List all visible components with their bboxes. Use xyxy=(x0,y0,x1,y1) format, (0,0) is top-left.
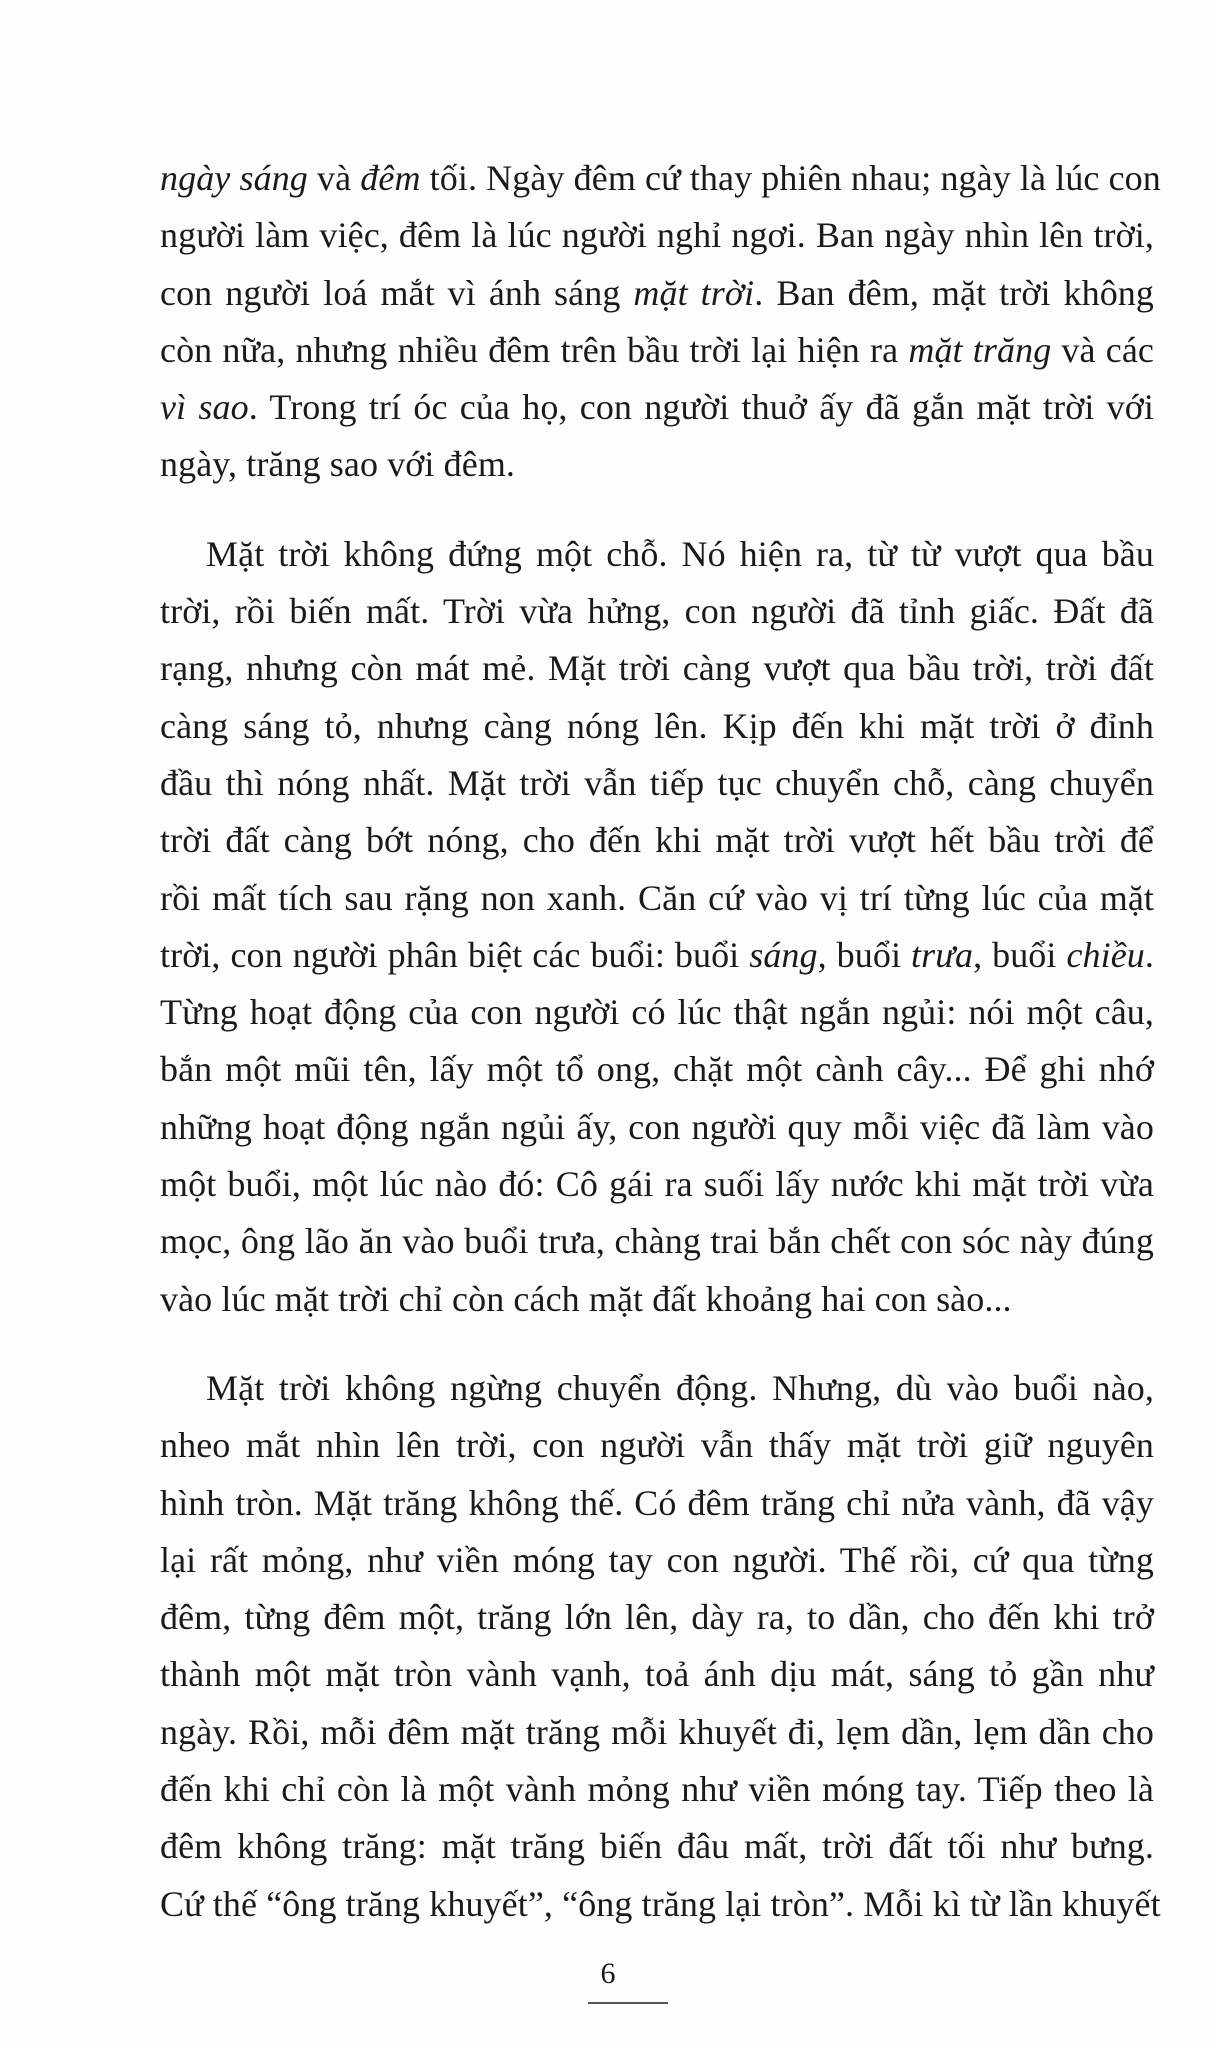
paragraph xyxy=(160,1360,1161,1933)
text-line xyxy=(160,526,1154,583)
text-run: và xyxy=(307,158,361,198)
text-line xyxy=(160,870,1154,927)
text-run: bắn một mũi tên, lấy một tổ ong, chặt một cành cây... Để ghi nhớ xyxy=(160,1049,1154,1090)
text-run: Mặt trời không ngừng chuyển động. Nhưng, dù vào buổi nào, xyxy=(206,1367,1154,1408)
text-line xyxy=(160,1041,1154,1098)
text-run: . Trong trí óc của họ, con người thuở ấy đã gắn mặt trời với xyxy=(248,387,1154,428)
italic-term: chiều xyxy=(1066,934,1145,975)
text-run: những hoạt động ngắn ngủi ấy, con người quy mỗi việc đã làm vào xyxy=(160,1106,1154,1147)
text-run: càng sáng tỏ, nhưng càng nóng lên. Kịp đến khi mặt trời ở đỉnh xyxy=(160,705,1154,746)
italic-term: sáng xyxy=(749,934,818,975)
text-line xyxy=(160,436,1154,493)
text-run: ngày. Rồi, mỗi đêm mặt trăng mỗi khuyết đi, lẹm dần, lẹm dần cho xyxy=(160,1711,1154,1752)
text-run: nheo mắt nhìn lên trời, con người vẫn thấy mặt trời giữ nguyên xyxy=(160,1425,1154,1466)
paragraph xyxy=(160,150,1161,494)
text-run: hình tròn. Mặt trăng không thế. Có đêm trăng chỉ nửa vành, đã vậy xyxy=(160,1482,1154,1523)
text-run: đến khi chỉ còn là một vành mỏng như viền móng tay. Tiếp theo là xyxy=(160,1769,1154,1810)
text-run: rồi mất tích sau rặng non xanh. Căn cứ vào vị trí từng lúc của mặt xyxy=(160,877,1154,918)
text-run: ngày, trăng sao với đêm. xyxy=(160,444,516,485)
italic-term: đêm xyxy=(360,158,421,198)
text-line xyxy=(160,1532,1154,1589)
text-line xyxy=(160,322,1154,379)
text-run: tối. Ngày đêm cứ thay phiên nhau; ngày là lúc con xyxy=(420,158,1161,198)
text-run: , buổi xyxy=(817,934,912,975)
text-line xyxy=(160,379,1154,436)
paragraph xyxy=(160,526,1154,1328)
text-line xyxy=(160,1876,1161,1933)
text-run: một buổi, một lúc nào đó: Cô gái ra suối lấy nước khi mặt trời vừa xyxy=(160,1164,1154,1205)
text-line xyxy=(160,1271,1154,1328)
italic-term: trưa xyxy=(911,934,974,975)
text-run: . Ban đêm, mặt trời không xyxy=(754,272,1155,313)
italic-term: ngày sáng xyxy=(160,158,308,198)
text-line xyxy=(160,984,1154,1041)
text-run: và các xyxy=(1051,329,1154,370)
text-line xyxy=(160,640,1154,697)
text-line xyxy=(160,1417,1154,1474)
text-line xyxy=(160,755,1154,812)
text-line xyxy=(160,150,1161,207)
text-run: trời, con người phân biệt các buổi: buổi xyxy=(160,934,750,975)
text-line xyxy=(160,927,1154,984)
text-line xyxy=(160,1704,1154,1761)
text-line xyxy=(160,1156,1154,1213)
text-run: Cứ thế “ông trăng khuyết”, “ông trăng lại tròn”. Mỗi kì từ lần khuyết xyxy=(160,1883,1161,1924)
text-run: mọc, ông lão ăn vào buổi trưa, chàng trai bắn chết con sóc này đúng xyxy=(160,1221,1154,1262)
text-line xyxy=(160,1646,1154,1703)
page-number-rule xyxy=(588,2002,668,2004)
text-run: trời đất càng bớt nóng, cho đến khi mặt trời vượt hết bầu trời để xyxy=(160,820,1154,861)
text-run: thành một mặt tròn vành vạnh, toả ánh dịu mát, sáng tỏ gần như xyxy=(160,1654,1154,1695)
italic-term: mặt trăng xyxy=(908,329,1052,370)
text-run: lại rất mỏng, như viền móng tay con người. Thế rồi, cứ qua từng xyxy=(160,1539,1154,1580)
text-run: đêm không trăng: mặt trăng biến đâu mất, trời đất tối như bưng. xyxy=(160,1826,1154,1867)
text-line xyxy=(160,1099,1154,1156)
text-line xyxy=(160,812,1154,869)
text-line xyxy=(160,698,1154,755)
text-line xyxy=(160,1761,1154,1818)
text-run: đầu thì nóng nhất. Mặt trời vẫn tiếp tục chuyển chỗ, càng chuyển xyxy=(160,762,1154,803)
text-line xyxy=(160,207,1154,264)
text-run: trời, rồi biến mất. Trời vừa hửng, con người đã tỉnh giấc. Đất đã xyxy=(160,591,1154,632)
text-run: , buổi xyxy=(973,934,1067,975)
italic-term: mặt trời xyxy=(633,272,755,313)
text-run: người làm việc, đêm là lúc người nghỉ ngơi. Ban ngày nhìn lên trời, xyxy=(160,215,1154,256)
text-run: con người loá mắt vì ánh sáng xyxy=(160,272,634,313)
text-line xyxy=(160,583,1154,640)
text-run: còn nữa, nhưng nhiều đêm trên bầu trời lại hiện ra xyxy=(160,329,909,370)
text-run: rạng, nhưng còn mát mẻ. Mặt trời càng vượt qua bầu trời, trời đất xyxy=(160,648,1154,689)
text-line xyxy=(160,1589,1154,1646)
body-text xyxy=(160,150,1161,1965)
text-run: Từng hoạt động của con người có lúc thật ngắn ngủi: nói một câu, xyxy=(160,992,1154,1033)
text-run: vào lúc mặt trời chỉ còn cách mặt đất khoảng hai con sào... xyxy=(160,1278,1012,1319)
text-line xyxy=(160,1818,1154,1875)
text-run: Mặt trời không đứng một chỗ. Nó hiện ra, từ từ vượt qua bầu xyxy=(206,533,1154,574)
text-line xyxy=(160,1475,1154,1532)
text-run: . xyxy=(1144,934,1155,975)
page-number: 6 xyxy=(600,1957,616,1990)
text-line xyxy=(160,265,1154,322)
text-line xyxy=(160,1360,1154,1417)
text-line xyxy=(160,1213,1154,1270)
italic-term: vì sao xyxy=(160,387,249,428)
text-run: đêm, từng đêm một, trăng lớn lên, dày ra, to dần, cho đến khi trở xyxy=(160,1597,1154,1638)
